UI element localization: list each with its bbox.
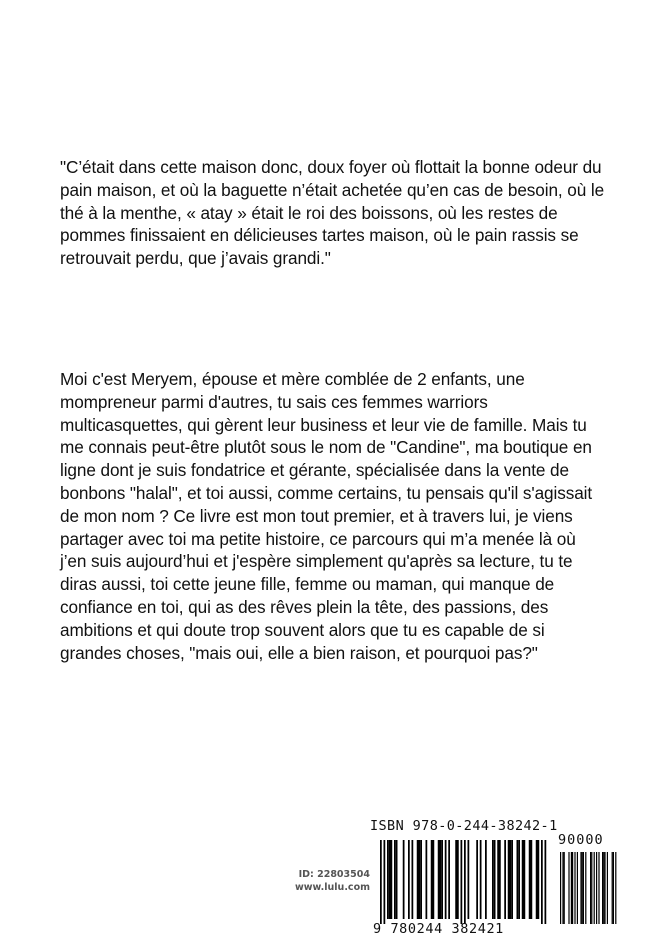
addon-bar (598, 852, 599, 924)
barcode-bar (445, 840, 447, 919)
barcode-bar (412, 840, 414, 919)
barcode-bar (499, 840, 501, 919)
barcode-bar (476, 840, 478, 919)
ean-bars (380, 840, 546, 924)
quote-line: pain maison, et où la baguette n’était achetée qu’en cas de besoin, où le (60, 179, 605, 200)
barcode-bar (417, 840, 419, 919)
barcode-bar (419, 840, 421, 919)
isbn-label: ISBN 978-0-244-38242-1 (370, 818, 558, 834)
barcode-bar (408, 840, 410, 919)
barcode-bar (440, 840, 442, 919)
barcode-bar (545, 840, 547, 924)
bio-line: de mon nom ? Ce livre est mon tout premier, et à travers lui, je viens (60, 505, 573, 526)
barcode-bar (461, 840, 463, 924)
barcode-bar (511, 840, 513, 919)
barcode-bar (510, 840, 512, 919)
bio-line: j’en suis aujourd’hui et j'espère simplement qu'après sa lecture, tu te (60, 551, 573, 572)
addon-bar (594, 852, 595, 924)
addon-bar (577, 852, 578, 924)
bio-line: multicasquettes, qui gèrent leur business et leur vie de famille. Mais tu (60, 414, 587, 435)
addon-bar (590, 852, 591, 924)
barcode-bar (391, 840, 393, 919)
barcode-bar (455, 840, 457, 919)
addon-bar (568, 852, 569, 924)
barcode-bar (517, 840, 519, 919)
addon-bar (574, 852, 575, 924)
barcode-bar (494, 840, 496, 919)
barcode-bar (387, 840, 389, 919)
barcode-bar (380, 840, 382, 924)
barcode-bar (524, 840, 526, 919)
publisher-website: www.lulu.com (294, 882, 370, 893)
addon-bars (560, 852, 616, 924)
addon-bar (583, 852, 584, 924)
bio-line: partager avec toi ma petite histoire, ce parcours qui m’a menée là où (60, 528, 576, 549)
addon-bar (585, 852, 586, 924)
barcode-bar (508, 840, 510, 919)
addon-bar (572, 852, 573, 924)
bio-line: diras aussi, toi cette jeune fille, femme ou maman, qui manque de (60, 574, 555, 595)
bio-paragraph (60, 368, 620, 664)
barcode-bar (457, 840, 459, 919)
isbn-barcode (370, 818, 620, 942)
barcode-bar (480, 840, 482, 919)
quote-paragraph (60, 156, 620, 270)
addon-bar (591, 852, 592, 924)
barcode-bar (384, 840, 386, 924)
bio-line: confiance en toi, qui as des rêves plein la tête, des passions, des (60, 596, 549, 617)
bio-line: ambitions et qui doute trop souvent alors que tu es capable de si (60, 619, 545, 640)
addon-bar (580, 852, 581, 924)
barcode-bar (529, 840, 531, 919)
addon-bar (596, 852, 597, 924)
addon-bar (571, 852, 572, 924)
barcode-bar (403, 840, 405, 919)
addon-bar (604, 852, 605, 924)
quote-line: thé à la menthe, « atay » était le roi des boissons, où les restes de (60, 202, 558, 223)
barcode-bar (441, 840, 443, 919)
addon-bar (615, 852, 616, 924)
barcode-bar (420, 840, 422, 919)
barcode-bar (538, 840, 540, 919)
bio-line: Moi c'est Meryem, épouse et mère comblée de 2 enfants, une (60, 369, 525, 389)
barcode-bar (396, 840, 398, 919)
barcode-bar (504, 840, 506, 919)
barcode-bar (431, 840, 433, 919)
quote-line: pommes finissaient en délicieuses tartes maison, où le pain rassis se (60, 225, 579, 246)
barcode-bar (394, 840, 396, 919)
barcode-bar (438, 840, 440, 919)
bio-line: bonbons "halal", et toi aussi, comme certains, tu pensais qu'il s'agissait (60, 482, 593, 503)
addon-bar (602, 852, 603, 924)
addon-bar (562, 852, 563, 924)
bio-line: ligne dont je suis fondatrice et gérante, spécialisée dans la vente de (60, 460, 569, 481)
publisher-id: ID: 22803504 (298, 869, 370, 880)
bio-line: grandes choses, "mais oui, elle a bien raison, et pourquoi pas?" (60, 642, 538, 663)
barcode-bar (492, 840, 494, 919)
ean-digits: 9 780244 382421 (373, 921, 504, 937)
publisher-info (276, 868, 370, 894)
barcode-bar (531, 840, 533, 919)
addon-bar (564, 852, 565, 924)
barcode-bar (485, 840, 487, 919)
bio-line: mompreneur parmi d'autres, tu sais ces femmes warriors (60, 391, 488, 412)
addon-bar (603, 852, 604, 924)
barcode-bar (518, 840, 520, 919)
barcode-bar (433, 840, 435, 919)
barcode-bar (541, 840, 543, 924)
barcode-bar (448, 840, 450, 919)
addon-bar (560, 852, 561, 924)
quote-line: retrouvait perdu, que j’avais grandi." (60, 248, 331, 269)
bio-line: me connais peut-être plutôt sous le nom de "Candine", ma boutique en (60, 437, 592, 458)
addon-bar (612, 852, 613, 924)
addon-bar (582, 852, 583, 924)
barcode-bar (468, 840, 470, 919)
barcode-bar (389, 840, 391, 919)
addon-bar (613, 852, 614, 924)
addon-bar (607, 852, 608, 924)
price-code: 90000 (558, 832, 604, 848)
quote-line: "C’était dans cette maison donc, doux foyer où flottait la bonne odeur du (60, 157, 602, 177)
barcode-bar (522, 840, 524, 919)
barcode-bar (464, 840, 466, 924)
barcode-bar (497, 840, 499, 919)
barcode-bar (536, 840, 538, 919)
barcode-bar (426, 840, 428, 919)
